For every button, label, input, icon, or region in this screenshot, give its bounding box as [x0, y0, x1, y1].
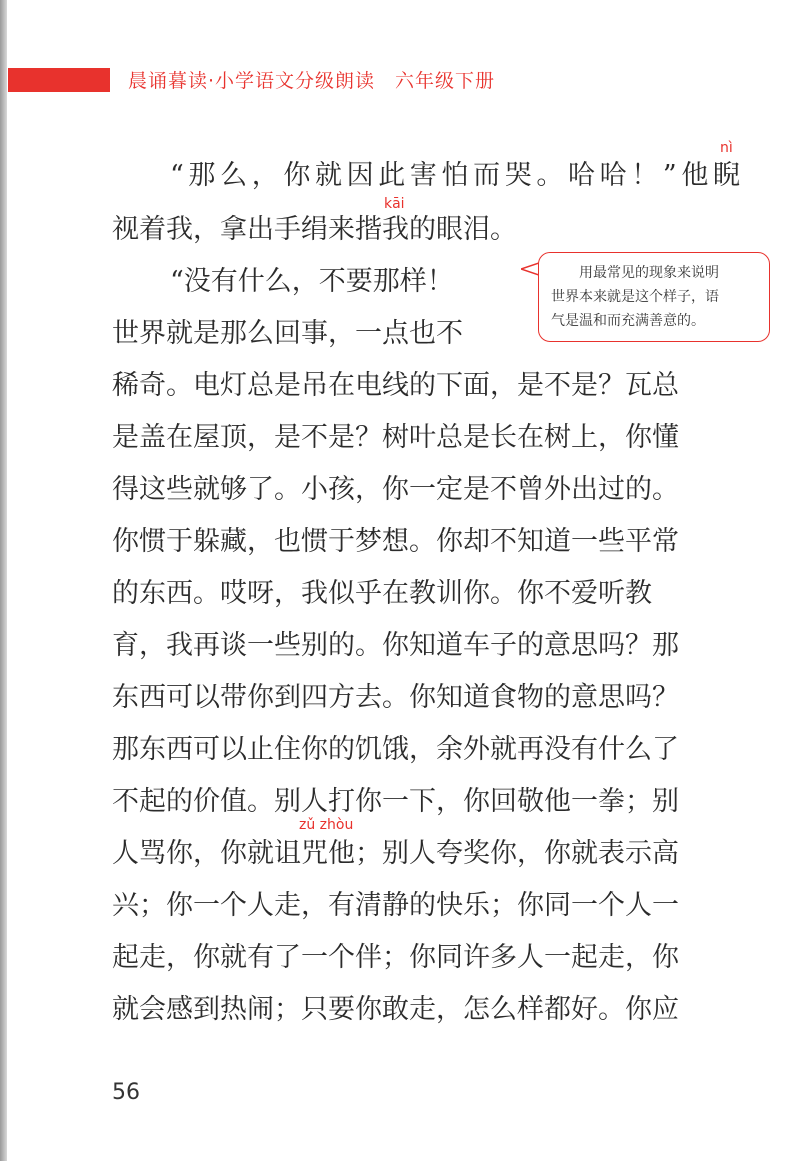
body-line-10: 育，我再谈一些别的。你知道车子的意思吗？那	[112, 630, 679, 661]
callout-pointer	[521, 262, 539, 276]
header-accent-bar	[8, 68, 110, 92]
annotation-line-1: 用最常见的现象来说明	[579, 265, 719, 281]
body-line-7: 得这些就够了。小孩，你一定是不曾外出过的。	[112, 474, 679, 505]
body-line-2: 视着我，拿出手绢来揩我的眼泪。	[112, 214, 517, 245]
pinyin-kai: kāi	[384, 196, 405, 212]
running-header-title: 晨诵暮读·小学语文分级朗读 六年级下册	[128, 70, 496, 92]
book-spine-shadow	[0, 0, 7, 1161]
body-line-1: “那么，你就因此害怕而哭。哈哈！”他睨	[170, 160, 740, 191]
annotation-callout	[538, 252, 770, 342]
body-line-12: 那东西可以止住你的饥饿，余外就再没有什么了	[112, 734, 679, 765]
pinyin-ni: nì	[720, 140, 733, 156]
body-line-5: 稀奇。电灯总是吊在电线的下面，是不是？瓦总	[112, 370, 679, 401]
body-line-17: 就会感到热闹；只要你敢走，怎么样都好。你应	[112, 994, 679, 1025]
page-number: 56	[112, 1080, 140, 1105]
body-line-11: 东西可以带你到四方去。你知道食物的意思吗？	[112, 682, 679, 713]
annotation-line-3: 气是温和而充满善意的。	[551, 313, 705, 329]
body-line-15: 兴；你一个人走，有清静的快乐；你同一个人一	[112, 890, 679, 921]
body-line-3: “没有什么，不要那样！	[170, 266, 454, 297]
body-line-4: 世界就是那么回事，一点也不	[112, 318, 463, 349]
annotation-line-2: 世界本来就是这个样子，语	[551, 289, 719, 305]
body-line-14: 人骂你，你就诅咒他；别人夸奖你，你就表示高	[112, 838, 679, 869]
body-line-9: 的东西。哎呀，我似乎在教训你。你不爱听教	[112, 578, 652, 609]
body-line-6: 是盖在屋顶，是不是？树叶总是长在树上，你懂	[112, 422, 679, 453]
pinyin-zuzhou: zǔ zhòu	[299, 817, 354, 833]
body-line-13: 不起的价值。别人打你一下，你回敬他一拳；别	[112, 786, 679, 817]
body-line-16: 起走，你就有了一个伴；你同许多人一起走，你	[112, 942, 679, 973]
body-line-8: 你惯于躲藏，也惯于梦想。你却不知道一些平常	[112, 526, 679, 557]
